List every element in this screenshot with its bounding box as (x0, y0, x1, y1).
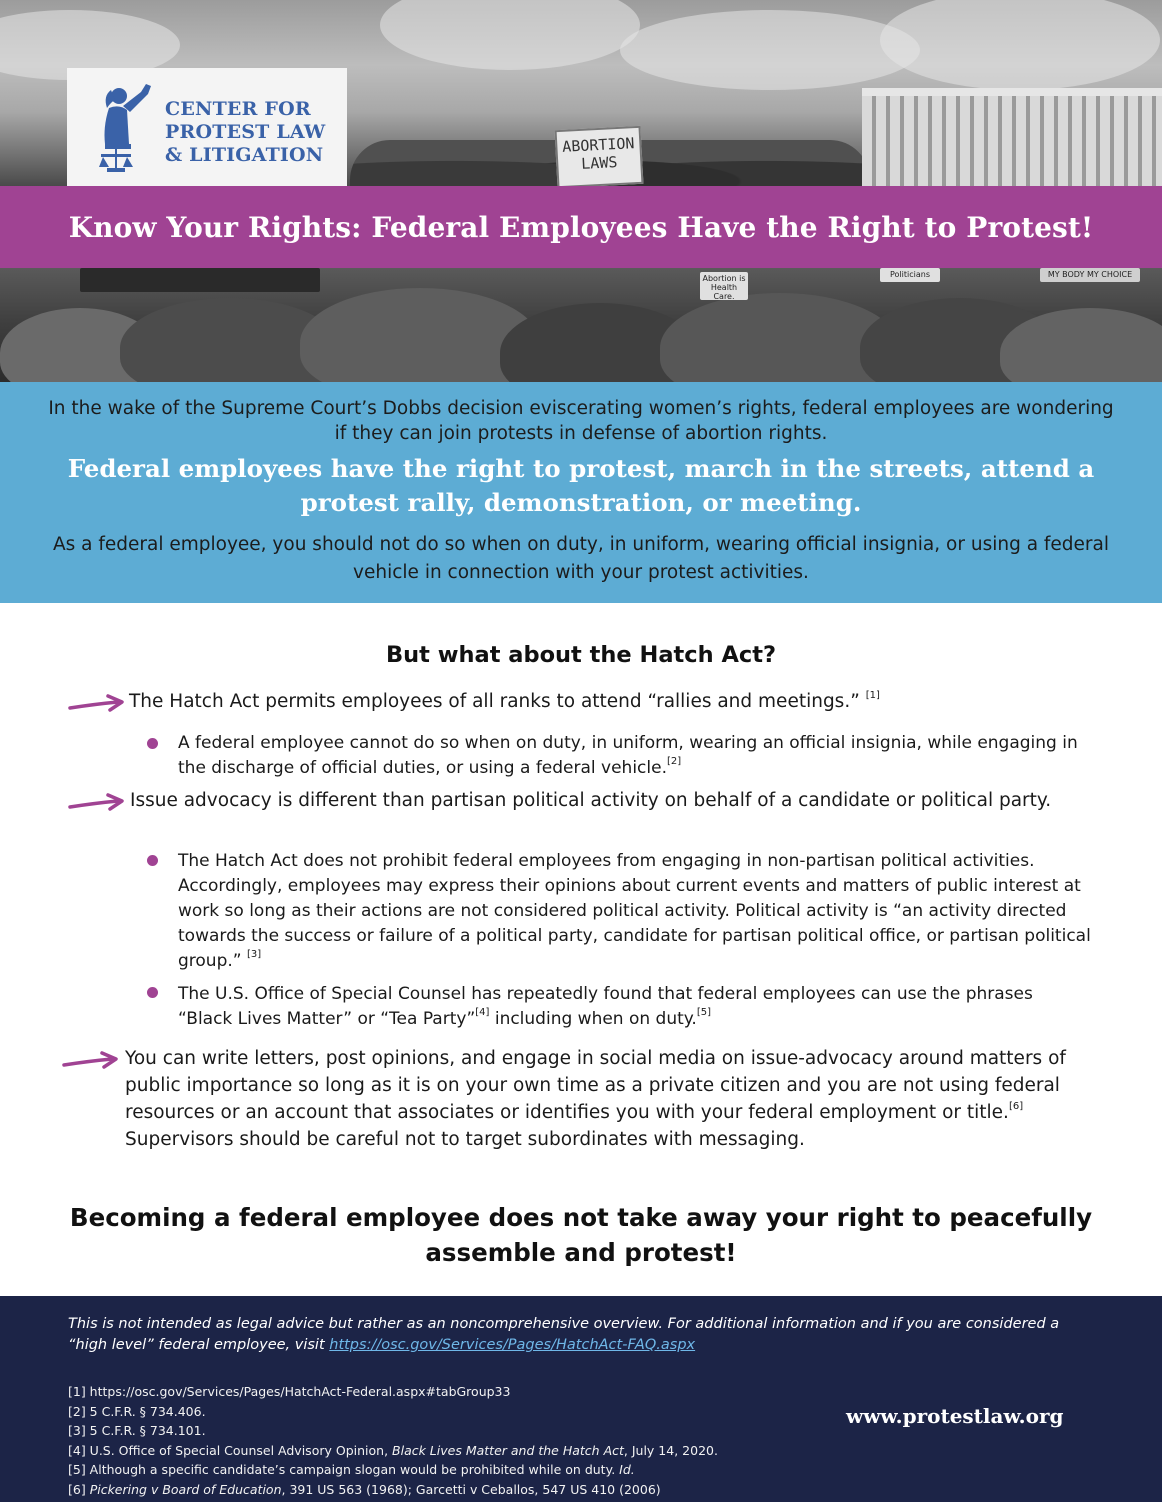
footnote-5 (68, 1460, 828, 1480)
cloud (380, 0, 640, 70)
website-link[interactable]: www.protestlaw.org (846, 1404, 1064, 1428)
footnote-ref: [3] (247, 949, 262, 961)
footnote-ref: [1] (865, 689, 880, 701)
bullet-icon (147, 987, 158, 998)
arrow-icon (68, 694, 126, 714)
hatch-point-1-sub-1-text: A federal employee cannot do so when on duty, in uniform, wearing an official insignia, while engaging in the discharge of official duties, or using a federal vehicle. (178, 733, 1078, 778)
disclaimer (68, 1314, 1068, 1356)
hatch-point-2-sub-2-text-b: including when on duty. (489, 1009, 697, 1029)
logo-text (165, 98, 325, 167)
hero-photo-crowd (0, 268, 1162, 382)
footnote-1: [1] https://osc.gov/Services/Pages/HatchAct-Federal.aspx#tabGroup33 (68, 1384, 511, 1399)
hatch-act-heading: But what about the Hatch Act? (385, 642, 777, 668)
footnote-2: [2] 5 C.F.R. § 734.406. (68, 1403, 206, 1419)
hatch-point-3 (125, 1045, 1090, 1153)
hatch-point-2: Issue advocacy is different than partisan political activity on behalf of a candidate or political party. (130, 790, 1052, 811)
intro-bold-statement: Federal employees have the right to protest, march in the streets, attend a protest rally, demonstration, or meeting. (67, 454, 1095, 517)
footnote-3: [3] 5 C.F.R. § 734.101. (68, 1423, 206, 1438)
building (862, 88, 1162, 186)
footnote-ref: [6] (1008, 1100, 1024, 1112)
disclaimer-text: This is not intended as legal advice but rather as an noncomprehensive overview. For additional information and if you are considered a “high level” federal employee, visit (68, 1316, 1060, 1353)
footnotes (68, 1382, 828, 1499)
intro-note: As a federal employee, you should not do so when on duty, in uniform, wearing official insignia, or using a federal vehicle in connection with your protest activities. (52, 534, 1110, 583)
cloud (620, 10, 920, 90)
hatch-act-faq-link[interactable]: https://osc.gov/Services/Pages/HatchAct-FAQ.aspx (329, 1337, 696, 1353)
crowd-sign: Abortion is Health Care. (700, 272, 748, 300)
arrow-icon (62, 1051, 120, 1071)
cloud (880, 0, 1160, 90)
intro-text: In the wake of the Supreme Court’s Dobbs decision eviscerating women’s rights, federal employees are wondering if they can join protests in defense of abortion rights. (48, 398, 1114, 444)
hatch-point-1-sub-1 (178, 731, 1078, 781)
title-banner (0, 186, 1162, 268)
protest-sign (555, 126, 644, 186)
footnote-4-text: [4] U.S. Office of Special Counsel Advisory Opinion, (68, 1442, 393, 1458)
logo-line2: PROTEST LAW (165, 121, 326, 143)
footnote-6-case: Pickering v Board of Education (89, 1481, 282, 1497)
footnote-5-text: [5] Although a specific candidate’s campaign slogan would be prohibited while on duty. (68, 1462, 620, 1477)
footnote-6 (68, 1480, 828, 1500)
hatch-point-2-sub-2-text-a: The U.S. Office of Special Counsel has repeatedly found that federal employees can use the phrases “Black Lives Matter” or “Tea Party” (178, 984, 1033, 1029)
bullet-icon (147, 738, 158, 749)
hatch-point-3-text-b: Supervisors should be careful not to target subordinates with messaging. (125, 1129, 805, 1150)
held-banner (80, 268, 320, 292)
footnote-4 (68, 1441, 828, 1461)
closing-statement: Becoming a federal employee does not take away your right to peacefully assemble and protest! (69, 1203, 1093, 1267)
footnote-6-num: [6] (68, 1481, 90, 1497)
footnote-6-text: , 391 US 563 (1968); Garcetti v Ceballos, 547 US 410 (2006) (281, 1481, 661, 1497)
crowd-sign: Politicians (880, 268, 940, 282)
protest-sign-line2: LAWS (580, 153, 618, 173)
intro-band (0, 382, 1162, 603)
hatch-point-2-sub-2 (178, 982, 1078, 1032)
hatch-point-2-sub-1 (178, 849, 1093, 974)
footnote-ref: [4] (475, 1007, 490, 1019)
hatch-point-3-text-a: You can write letters, post opinions, and engage in social media on issue-advocacy around matters of public importance so long as it is on your own time as a private citizen and you are not using federal resources or an account that associates or identifies you with your federal employment or title. (125, 1048, 1066, 1123)
hatch-point-2-sub-1-text: The Hatch Act does not prohibit federal employees from engaging in non-partisan political activities. Accordingly, employees may express their opinions about current events and matters of public interest at work so long as their actions are not considered political activity. Political activity is “an activity directed towards the success or failure of a political party, candidate for partisan political office, or partisan political group.” (178, 851, 1091, 971)
footnote-ref: [5] (696, 1007, 712, 1019)
protest-sign-line1: ABORTION (561, 134, 635, 156)
footnote-4-title: Black Lives Matter and the Hatch Act (392, 1442, 624, 1458)
lady-justice-icon (97, 82, 157, 174)
footnote-4-date: , July 14, 2020. (623, 1442, 718, 1458)
logo-line3: & LITIGATION (165, 144, 324, 166)
logo (67, 68, 347, 186)
arrow-icon (68, 793, 126, 813)
footnote-ref: [2] (667, 756, 682, 768)
footnote-5-id: Id. (619, 1462, 635, 1477)
footer (0, 1296, 1162, 1502)
crowd-sign: MY BODY MY CHOICE (1040, 268, 1140, 282)
hatch-point-1-text: The Hatch Act permits employees of all ranks to attend “rallies and meetings.” (129, 691, 860, 712)
page-title: Know Your Rights: Federal Employees Have the Right to Protest! (68, 210, 1094, 244)
logo-line1: CENTER FOR (165, 98, 311, 120)
hatch-point-1 (129, 688, 1109, 715)
bullet-icon (147, 855, 158, 866)
